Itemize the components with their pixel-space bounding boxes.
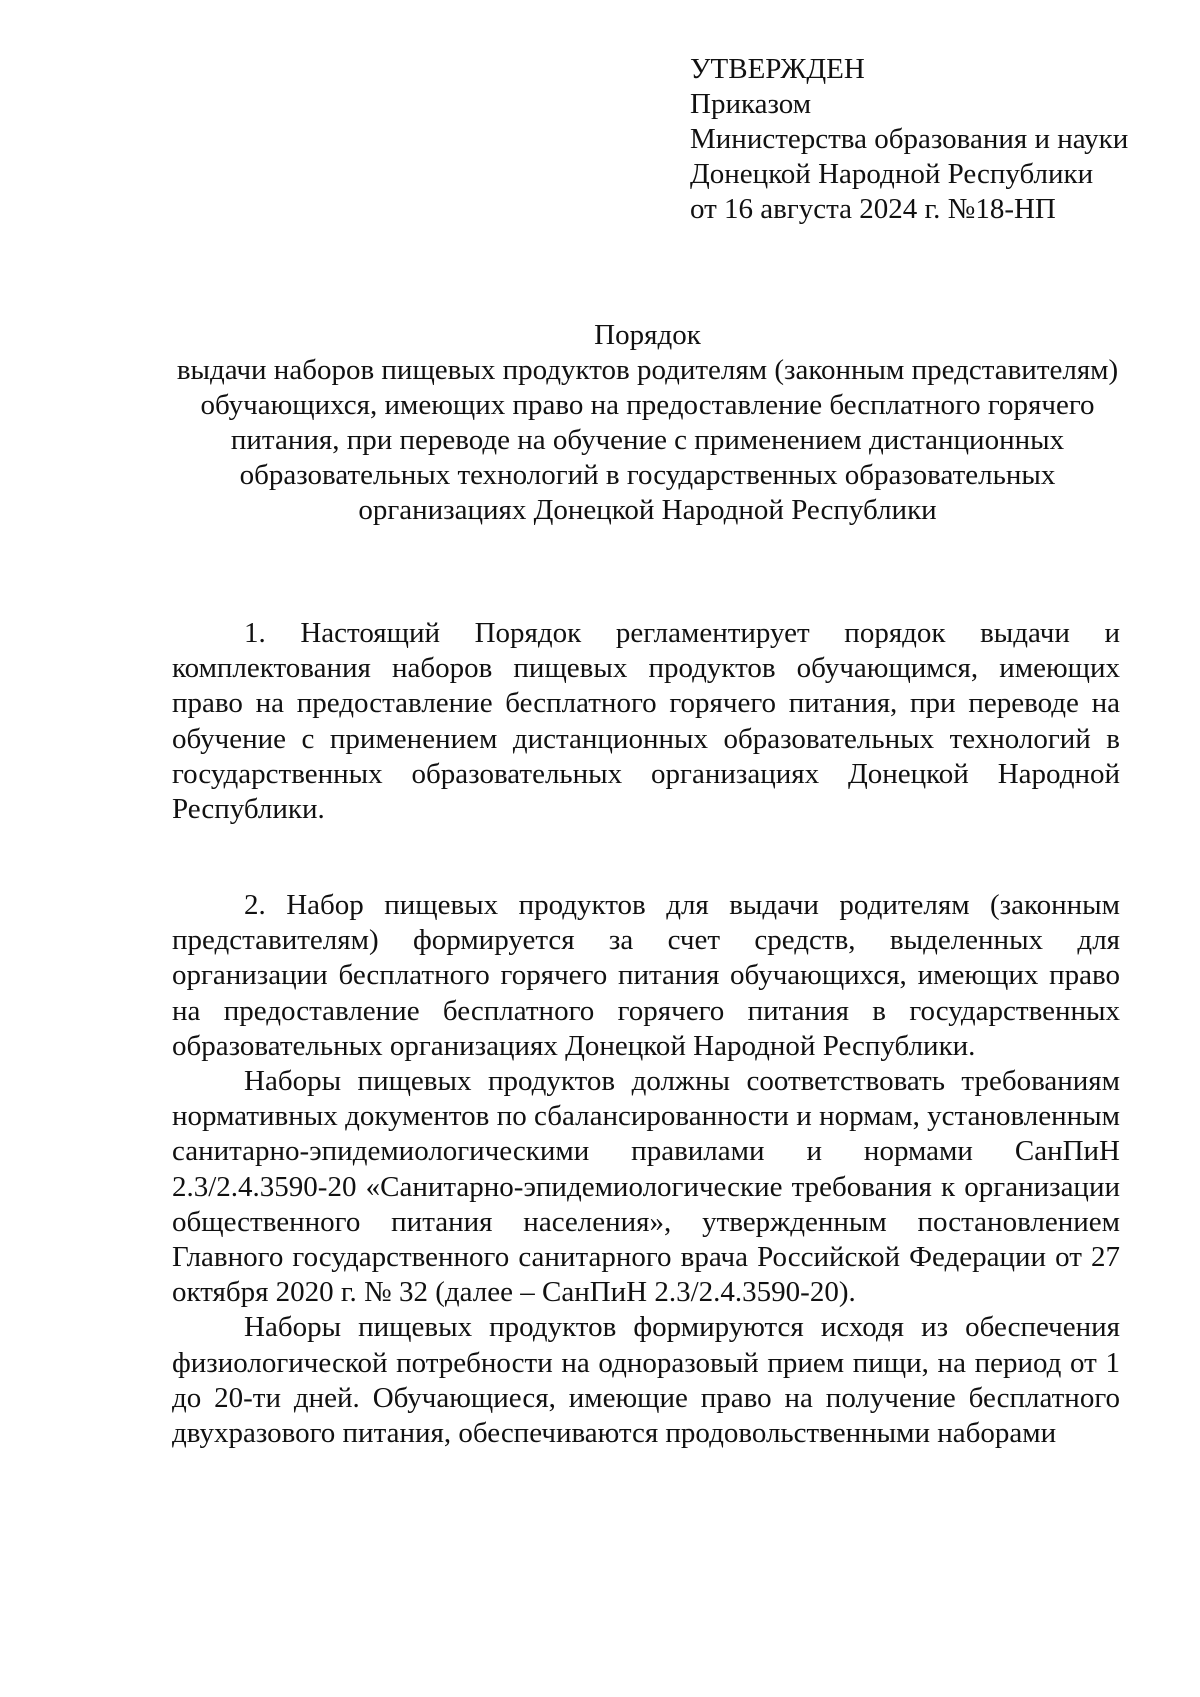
section-1	[172, 616, 1120, 827]
paragraph-2: 2. Набор пищевых продуктов для выдачи родителям (законным представителям) формируется за счет средств, выделенных для организации бесплатного горячего питания обучающихся, имеющих право на предоставление бесплатного горячего питания в государственных образовательных организациях Донецкой Народной Республики.	[172, 889, 1120, 1062]
title-heading: Порядок	[594, 319, 701, 351]
approval-line: Министерства образования и науки	[690, 123, 1129, 155]
title-line: обучающихся, имеющих право на предоставление бесплатного горячего	[200, 389, 1095, 421]
title-line: выдачи наборов пищевых продуктов родителям (законным представителям)	[176, 354, 1119, 386]
title-line: питания, при переводе на обучение с применением дистанционных	[230, 424, 1065, 456]
paragraph-1: 1. Настоящий Порядок регламентирует порядок выдачи и комплектования наборов пищевых продуктов обучающимся, имеющих право на предоставление бесплатного горячего питания, при переводе на обучение с применением дистанционных образовательных технологий в государственных образовательных организациях Донецкой Народной Республики.	[172, 617, 1120, 826]
paragraph-4: Наборы пищевых продуктов формируются исходя из обеспечения физиологической потребности на одноразовый прием пищи, на период от 1 до 20-ти дней. Обучающиеся, имеющие право на получение бесплатного двухразового питания, обеспечиваются продовольственными наборами	[172, 1311, 1120, 1450]
approval-stamp	[690, 52, 1170, 227]
approval-line: Приказом	[690, 88, 812, 120]
approval-line: от 16 августа 2024 г. №18-НП	[690, 193, 1056, 225]
paragraph-3: Наборы пищевых продуктов должны соответствовать требованиям нормативных документов по сбалансированности и нормам, установленным санитарно-эпидемиологическими правилами и нормами СанПиН 2.3/2.4.3590-20 «Санитарно-эпидемиологические требования к организации общественного питания населения», утвержденным постановлением Главного государственного санитарного врача Российской Федерации от 27 октября 2020 г. № 32 (далее – СанПиН 2.3/2.4.3590-20).	[172, 1065, 1120, 1309]
title-line: образовательных технологий в государственных образовательных	[239, 459, 1056, 491]
title-line: организациях Донецкой Народной Республики	[358, 494, 937, 526]
approval-line: УТВЕРЖДЕН	[690, 53, 865, 85]
section-2	[172, 888, 1120, 1451]
document-title	[160, 318, 1135, 528]
approval-line: Донецкой Народной Республики	[690, 158, 1094, 190]
